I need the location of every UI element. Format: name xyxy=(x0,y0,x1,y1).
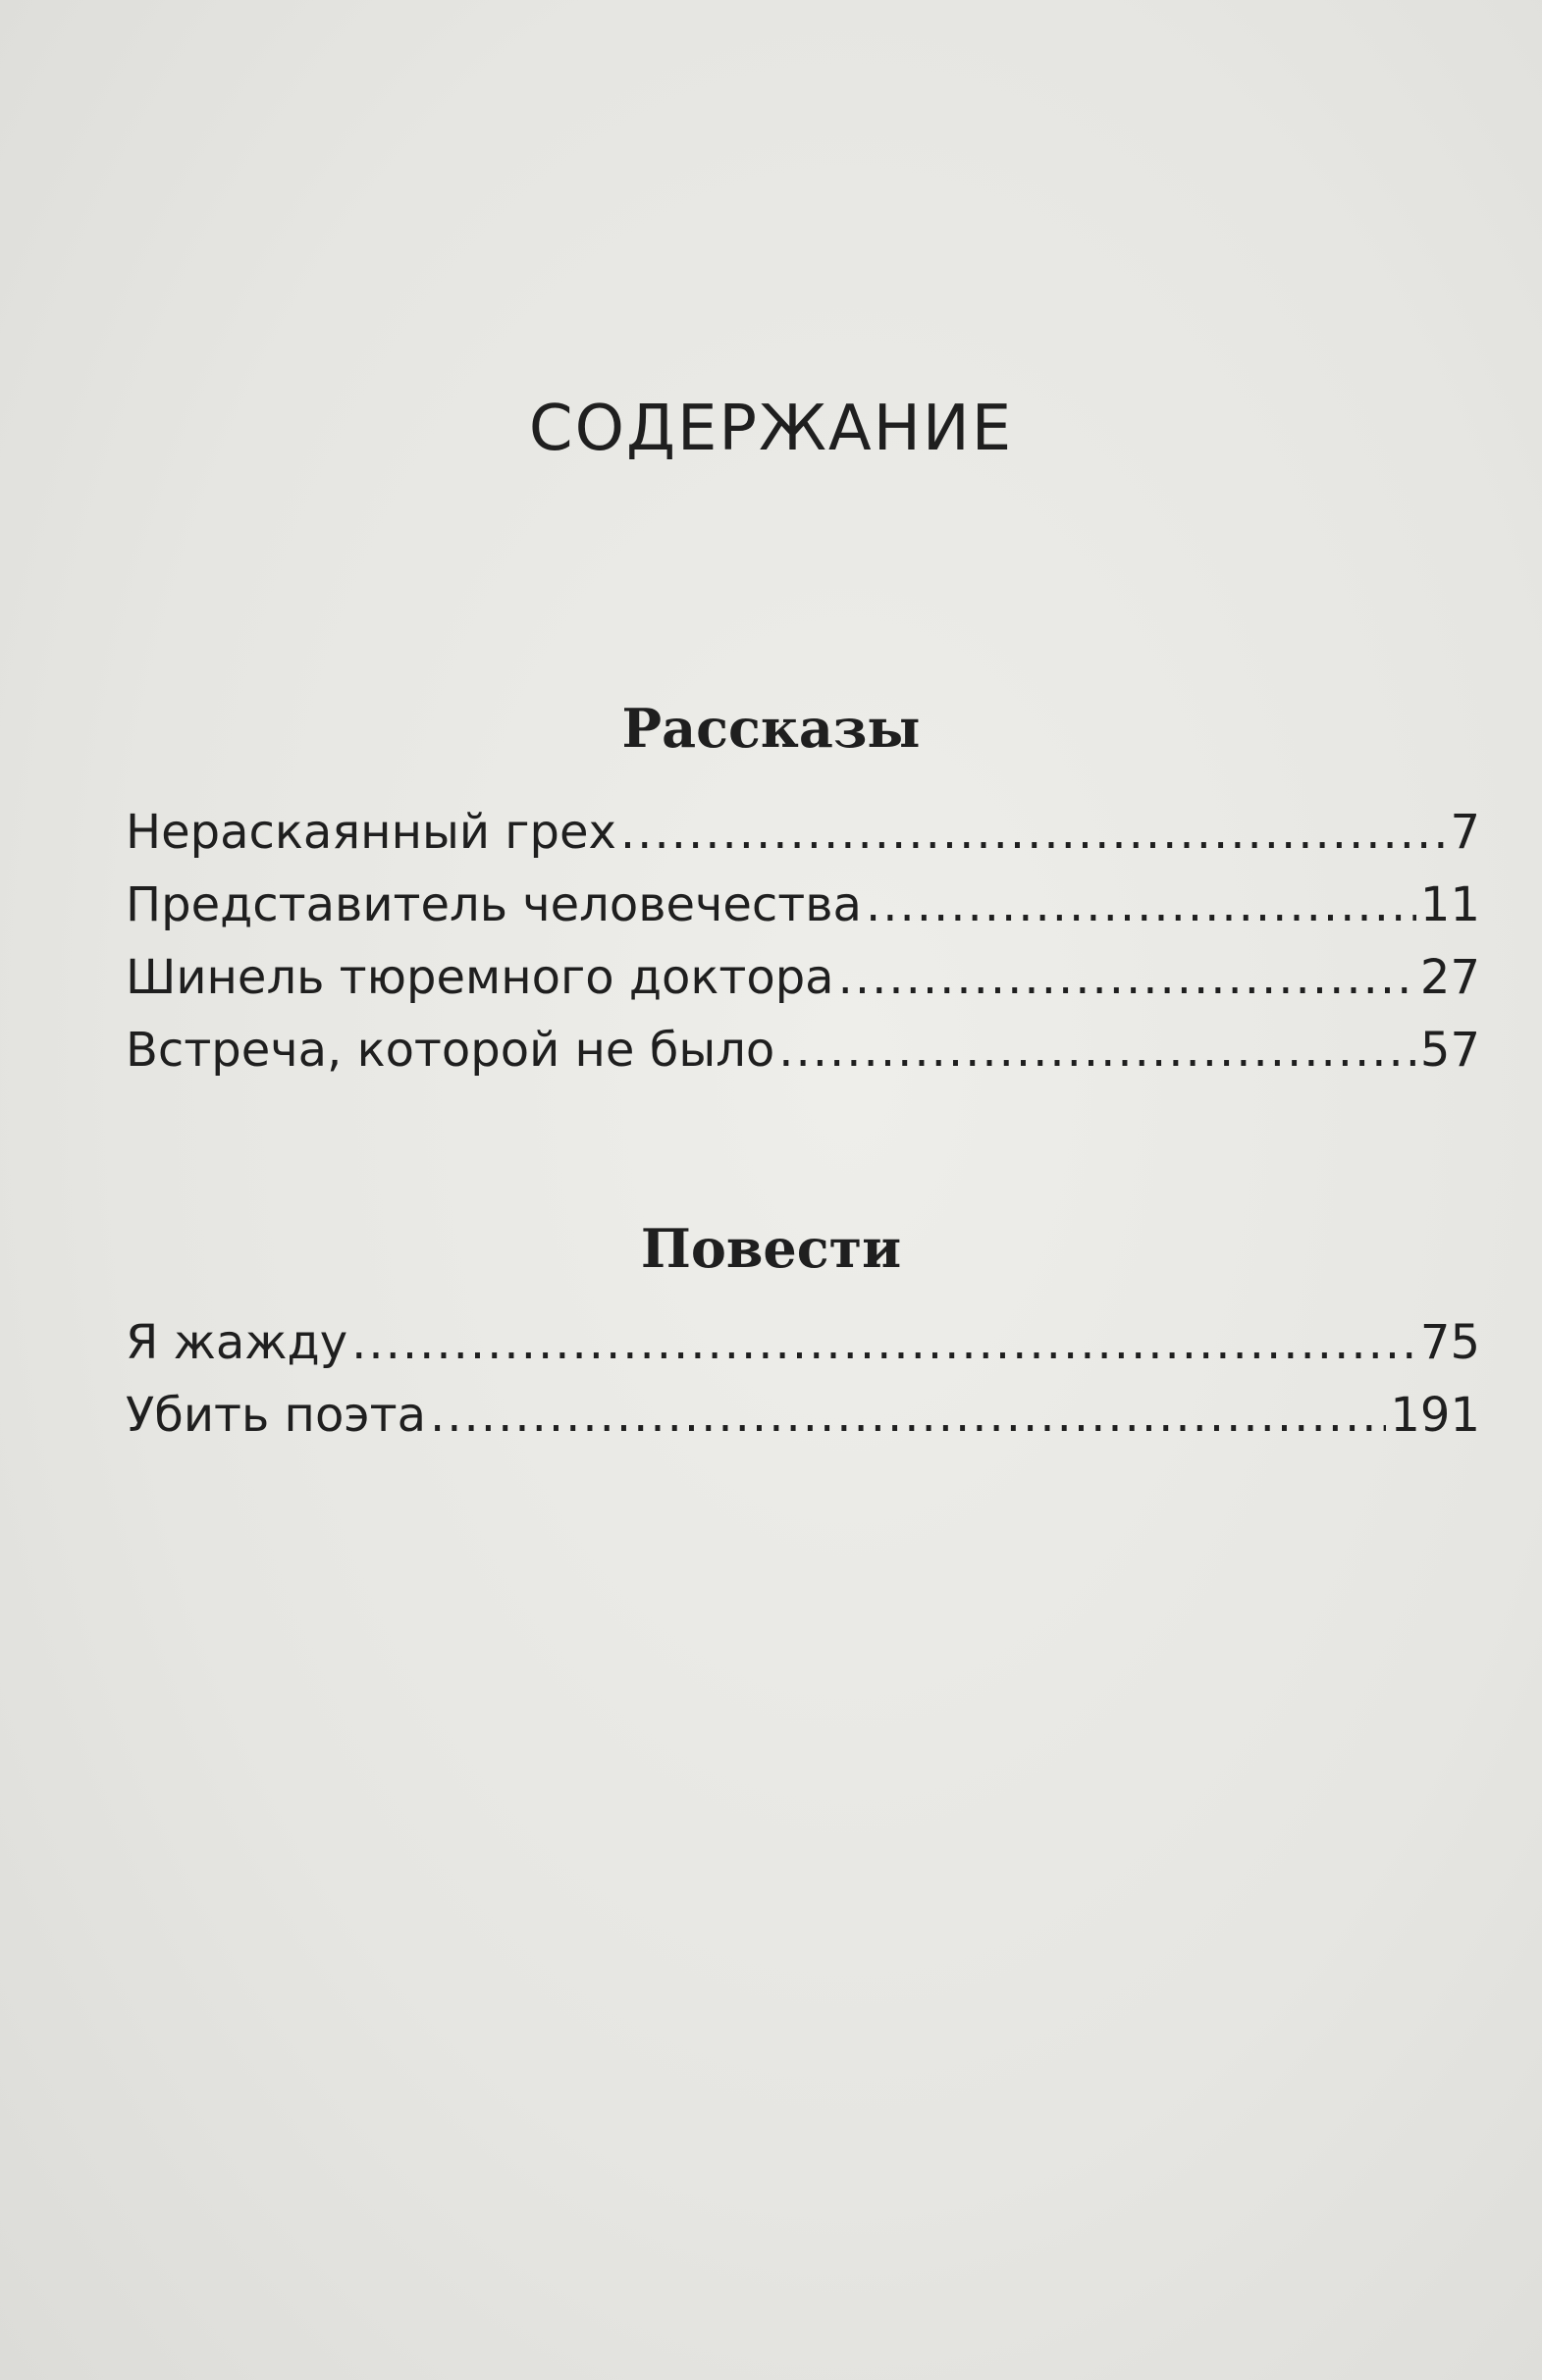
toc-dot-leader xyxy=(838,950,1416,1005)
toc-dot-leader xyxy=(351,1315,1416,1370)
toc-entry-page: 191 xyxy=(1390,1388,1480,1443)
toc-entry-page: 75 xyxy=(1419,1315,1480,1370)
section-heading-novellas: Повести xyxy=(640,1217,902,1280)
toc-entry-title: Представитель человечества xyxy=(126,877,862,932)
toc-dot-leader xyxy=(866,877,1416,932)
toc-entry-title: Убить поэта xyxy=(126,1388,427,1443)
toc-list-novellas xyxy=(126,1315,1480,1460)
toc-entry-page: 57 xyxy=(1419,1023,1480,1078)
toc-entry-title: Встреча, которой не было xyxy=(126,1023,775,1078)
toc-dot-leader xyxy=(620,805,1447,860)
toc-entry-title: Шинель тюремного доктора xyxy=(126,950,834,1005)
toc-entry xyxy=(126,1315,1480,1388)
toc-entry xyxy=(126,1388,1480,1460)
toc-entry xyxy=(126,1023,1480,1095)
toc-entry xyxy=(126,877,1480,950)
toc-entry-title: Я жажду xyxy=(126,1315,348,1370)
page-title: СОДЕРЖАНИЕ xyxy=(528,393,1014,465)
toc-dot-leader xyxy=(778,1023,1416,1078)
toc-list-stories xyxy=(126,805,1480,1095)
toc-dot-leader xyxy=(430,1388,1386,1443)
toc-entry-page: 27 xyxy=(1419,950,1480,1005)
toc-entry-title: Нераскаянный грех xyxy=(126,805,616,860)
toc-entry-page: 11 xyxy=(1419,877,1480,932)
toc-entry xyxy=(126,950,1480,1023)
section-heading-stories: Рассказы xyxy=(621,697,921,760)
toc-entry xyxy=(126,805,1480,877)
toc-entry-page: 7 xyxy=(1450,805,1480,860)
